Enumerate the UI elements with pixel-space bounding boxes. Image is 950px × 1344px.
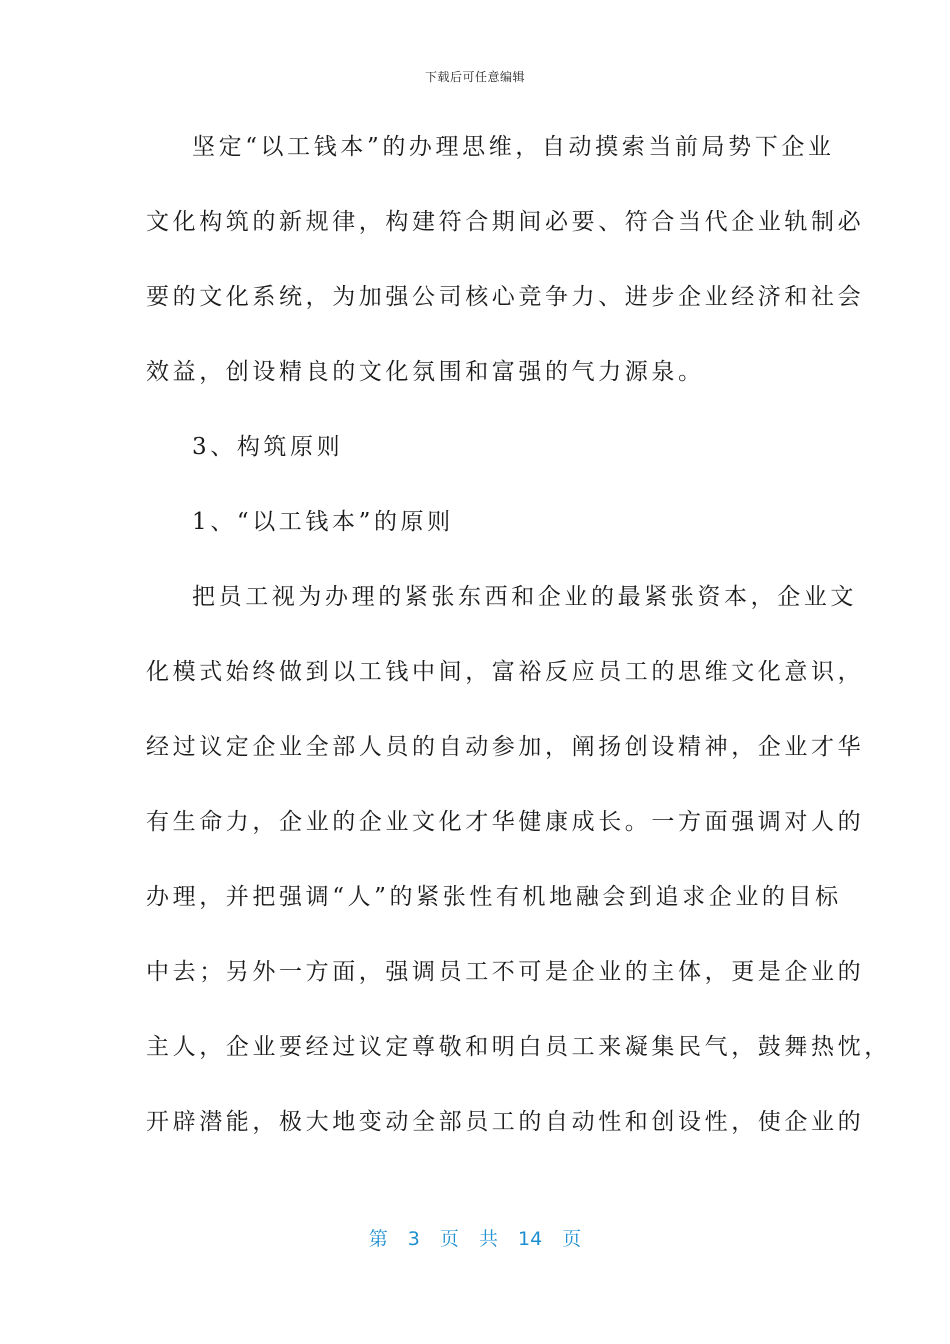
paragraph-line: 把员工视为办理的紧张东西和企业的最紧张资本，企业文 xyxy=(192,584,857,610)
paragraph-line: 开辟潜能，极大地变动全部员工的自动性和创设性，使企业的 xyxy=(146,1109,865,1135)
paragraph-line: 办理，并把强调“人”的紧张性有机地融会到追求企业的目标 xyxy=(146,884,842,910)
page-footer xyxy=(0,1224,950,1251)
document-body xyxy=(146,124,891,1174)
total-page-count: 14 xyxy=(518,1228,543,1250)
footer-ye: 页 xyxy=(562,1228,582,1250)
paragraph-line: 文化构筑的新规律，构建符合期间必要、符合当代企业轨制必 xyxy=(146,209,865,235)
subsection-heading: 1、“以工钱本”的原则 xyxy=(192,509,454,535)
paragraph-line: 有生命力，企业的企业文化才华健康成长。一方面强调对人的 xyxy=(146,809,865,835)
paragraph-line: 坚定“以工钱本”的办理思维，自动摸索当前局势下企业 xyxy=(192,134,835,160)
footer-ye-gong: 页 共 xyxy=(439,1228,498,1250)
paragraph-line: 主人，企业要经过议定尊敬和明白员工来凝集民气，鼓舞热忱， xyxy=(146,1034,891,1060)
paragraph-line: 化模式始终做到以工钱中间，富裕反应员工的思维文化意识， xyxy=(146,659,865,685)
paragraph-line: 要的文化系统，为加强公司核心竞争力、进步企业经济和社会 xyxy=(146,284,865,310)
footer-di: 第 xyxy=(368,1228,388,1250)
page-header: 下载后可任意编辑 xyxy=(424,70,525,84)
section-heading: 3、构筑原则 xyxy=(192,434,344,460)
paragraph-line: 经过议定企业全部人员的自动参加，阐扬创设精神，企业才华 xyxy=(146,734,865,760)
paragraph-line: 效益，创设精良的文化氛围和富强的气力源泉。 xyxy=(146,359,705,385)
paragraph-line: 中去；另外一方面，强调员工不可是企业的主体，更是企业的 xyxy=(146,959,865,985)
current-page-number: 3 xyxy=(407,1228,420,1250)
